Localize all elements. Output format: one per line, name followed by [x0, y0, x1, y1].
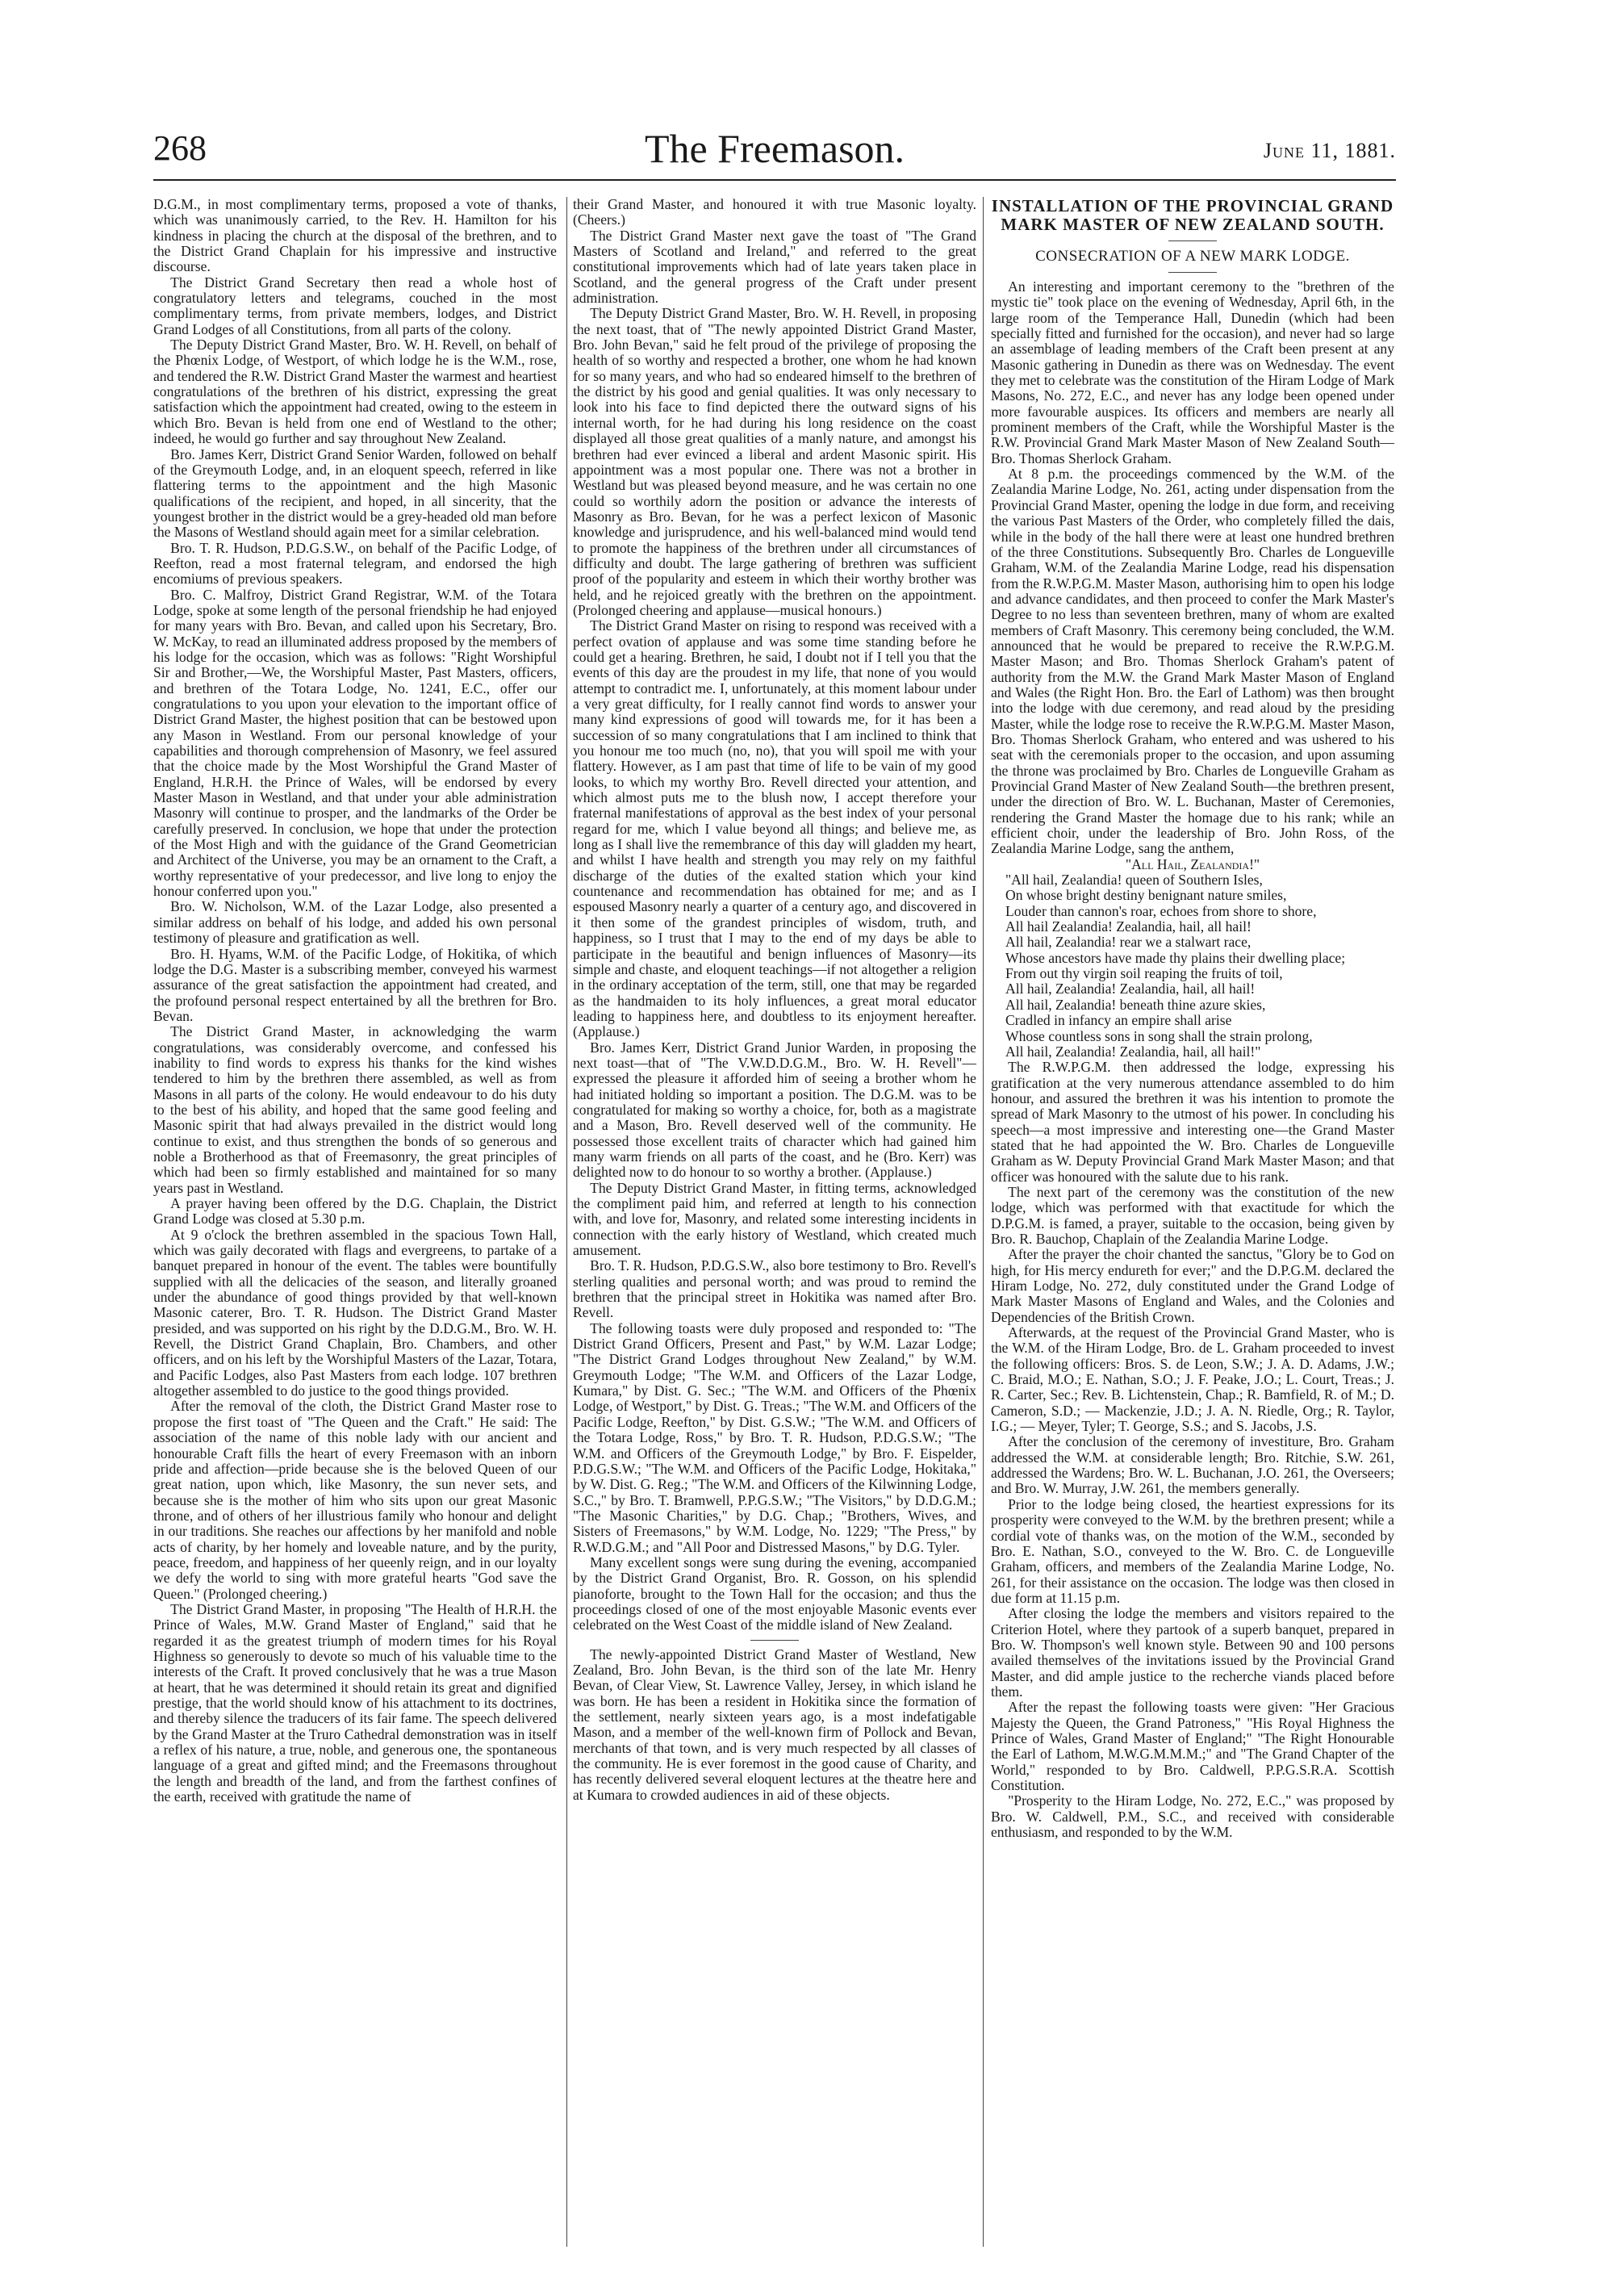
paragraph: Bro. James Kerr, District Grand Junior Warden, in proposing the next toast—that of "The V.W.D.D.G.M., Bro. W. H. Revell"—expressed the pleasure it afforded him of seeing a brother whom he had initiated holding so important a position. The D.G.M. was to be congratulated for making so worthy a choice, for, both as a magistrate and a Mason, Bro. Revell deserved well of the community. He possessed those excellent traits of character which had gained him many warm friends on all parts of the coast, and he (Bro. Kerr) was delighted now to do honour to so worthy a brother. (Applause.) [573, 1039, 976, 1181]
paragraph: After the removal of the cloth, the District Grand Master rose to propose the first toast of "The Queen and the Craft." He said: The association of the name of this noble lady with our ancient and honourable Craft fills the heart of every Freemason with an inborn pride and affection—pride because she is the beloved Queen of our great nation, upon which, like Masonry, the sun never sets, and because she is the mother of him who sits upon our great Masonic throne, and of others of her illustrious family who honour and delight in our traditions. She reaches our affections by her manifold and noble acts of charity, by her homely and loveable nature, and by the purity, peace, freedom, and happiness of her queenly reign, and in our loyalty we defy the world to sing with more grateful hearts "God save the Queen." (Prolonged cheering.) [153, 1398, 557, 1602]
paragraph: At 9 o'clock the brethren assembled in the spacious Town Hall, which was gaily decorated with flags and evergreens, to partake of a banquet prepared in honour of the event. The tables were bountifully supplied with all the delicacies of the season, and literally groaned under the abundance of good things provided by that well-known Masonic caterer, Bro. T. R. Hudson. The District Grand Master presided, and was supported on his right by the D.D.G.M., Bro. W. H. Revell, the District Grand Chaplain, Bro. Chambers, and other officers, and on his left by the Worshipful Masters of the Lazar, Totara, and Pacific Lodges, also Past Masters from each lodge. 107 brethren altogether assembled to do justice to the good things provided. [153, 1226, 557, 1399]
paragraph: The R.W.P.G.M. then addressed the lodge, expressing his gratification at the very numerous attendance assembled to do him honour, and assured the brethren it was his intention to promote the spread of Mark Masonry to the utmost of his power. In concluding his speech—a most impressive and interesting one—the Grand Master stated that he had appointed the W. Bro. Charles de Longueville Graham as W. Deputy Provincial Grand Mark Master Mason; and that officer was honoured with the salute due to his rank. [991, 1059, 1394, 1185]
paragraph: their Grand Master, and honoured it with true Masonic loyalty. (Cheers.) [573, 197, 976, 228]
article-title: INSTALLATION OF THE PROVINCIAL GRAND MARK MASTER OF NEW ZEALAND SOUTH. [991, 197, 1394, 234]
paragraph: A prayer having been offered by the D.G. Chaplain, the District Grand Lodge was closed at 5.30 p.m. [153, 1195, 557, 1227]
paragraph: After closing the lodge the members and visitors repaired to the Criterion Hotel, where they partook of a superb banquet, prepared in Bro. W. Thompson's well known style. Between 90 and 100 persons availed themselves of the invitations issued by the Provincial Grand Master, and did ample justice to the recherche viands placed before them. [991, 1605, 1394, 1700]
paragraph: Bro. W. Nicholson, W.M. of the Lazar Lodge, also presented a similar address on behalf of his lodge, and added his own personal testimony of pleasure and gratification as well. [153, 898, 557, 947]
column-divider [566, 197, 567, 2247]
paragraph: The District Grand Master on rising to respond was received with a perfect ovation of applause and was some time standing before he could get a hearing. Brethren, he said, I doubt not if I tell you that the events of this day are the proudest in my life, that none of you would attempt to contradict me. I, unfortunately, at this moment labour under a very great difficulty, for I really cannot find words to answer your many kind expressions of good will towards me, for it has been a succession of so many congratulations that I am inclined to think that you honour me too much (no, no), that you will spoil me with your flattery. However, as I am past that time of life to be vain of my good looks, to which my worthy Bro. Revell directed your attention, and which almost puts me to the blush now, I accept therefore your fraternal manifestations of approval as the best index of your personal regard for me, which I value beyond all things; and believe me, as long as I shall live the remembrance of this day will gladden my heart, and whilst I have health and strength you may rely on my faithful discharge of the duties of the exalted station which your kind countenance and recommendation has obtained for me; and as I espoused Masonry nearly a quarter of a century ago, and discovered in it then some of the grandest principles of wisdom, truth, and happiness, so I trust that I may to the end of my days be able to participate in the beautiful and benign influences of Masonry—its simple and chaste, and eloquent teachings—if not altogether a religion in the ordinary acceptation of the term, still, one that may be regarded as the handmaiden to its holy influences, a great moral educator leading to happiness here, and doubtless to its enjoyment hereafter. (Applause.) [573, 617, 976, 1040]
paragraph: The Deputy District Grand Master, Bro. W. H. Revell, on behalf of the Phœnix Lodge, of Westport, of which lodge he is the W.M., rose, and tendered the R.W. District Grand Master the warmest and heartiest congratulations of the brethren of his district, expressing the great satisfaction which the appointment had created, owing to the esteem in which Bro. Bevan is held from one end of Westland to the other; indeed, he would go further and say throughout New Zealand. [153, 337, 557, 447]
issue-date: June 11, 1881. [1263, 139, 1396, 162]
header-rule [153, 179, 1396, 181]
paragraph: After the repast the following toasts were given: "Her Gracious Majesty the Queen, the Grand Patroness," "His Royal Highness the Prince of Wales, Grand Master of England;" "The Right Honourable the Earl of Lathom, M.W.G.M.M.M.;" and "The Grand Chapter of the World," responded to by Bro. Caldwell, P.P.G.S.R.A. Scottish Constitution. [991, 1699, 1394, 1793]
paragraph: The Deputy District Grand Master, Bro. W. H. Revell, in proposing the next toast, that of "The newly appointed District Grand Master, Bro. John Bevan," said he felt proud of the privilege of proposing the health of so worthy and respected a brother, one whom he had known for so many years, and who had so endeared himself to the brethren of the district by his good and genial qualities. It was only necessary to look into his face to find depicted there the outward signs of his internal worth, for he had during his long residence on the coast displayed all those great qualities of a manly nature, and amongst his brethren had ever evinced a liberal and ardent Masonic spirit. His appointment was a most popular one. There was not a brother in Westland but was pleased beyond measure, and he was certain no one could so worthily adorn the position or advance the interests of Masonry as Bro. Bevan, for he was a perfect lexicon of Masonic knowledge and jurisprudence, and his well-balanced mind would tend to promote the happiness of the brethren under all circumstances of difficulty and doubt. The large gathering of brethren was sufficient proof of the popularity and esteem in which their worthy brother was held, and he rejoiced greatly with the brethren on the appointment. (Prolonged cheering and applause—musical honours.) [573, 305, 976, 618]
paragraph: An interesting and important ceremony to the "brethren of the mystic tie" took place on the evening of Wednesday, April 6th, in the large room of the Temperance Hall, Dunedin (which had been specially fitted and furnished for the occasion), and never had so large an assemblage of leading members of the Craft been present at any Masonic gathering in Dunedin as there was on Wednesday. The event they met to celebrate was the constitution of the Hiram Lodge of Mark Masons, No. 272, E.C., and never has any lodge been opened under more favourable auspices. Its officers and members are nearly all prominent members of the Craft, while the Worshipful Master is the R.W. Provincial Grand Mark Master Mason of New Zealand South—Bro. Thomas Sherlock Graham. [991, 278, 1394, 466]
anthem-title: "All Hail, Zealandia!" [1125, 855, 1260, 872]
paragraph: Bro. H. Hyams, W.M. of the Pacific Lodge, of Hokitika, of which lodge the D.G. Master is a subscribing member, conveyed his warmest assurance of the great satisfaction the appointment had created, and the profound personal respect entertained by all the brethren for Bro. Bevan. [153, 945, 557, 1024]
page-header [153, 128, 1396, 178]
paragraph: Bro. James Kerr, District Grand Senior Warden, followed on behalf of the Greymouth Lodge, and, in an eloquent speech, referred in like flattering terms to the appointment and the high Masonic qualifications of the recipient, and hoped, in all sincerity, that the youngest brother in the district would be a grey-headed old man before the Masons of Westland should again meet for a similar celebration. [153, 445, 557, 541]
paragraph: Many excellent songs were sung during the evening, accompanied by the District Grand Organist, Bro. R. Gosson, on his splendid pianoforte, brought to the Town Hall for the occasion; and thus the proceedings closed of one of the most enjoyable Masonic events ever celebrated on the West Coast of the middle island of New Zealand. [573, 1554, 976, 1633]
anthem-verse: "All hail, Zealandia! queen of Southern Isles, On whose bright destiny benignant nature smiles, Louder than cannon's roar, echoes from shore to shore, All hail Zealandia! Zealandia, hail, all hail! All hail, Zealandia! rear we a stalwart race, Whose ancestors have made thy plains their dwelling place; From out thy virgin soil reaping the fruits of toil, All hail, Zealandia! Zealandia, hail, all hail! All hail, Zealandia! beneath thine azure skies, Cradled in infancy an empire shall arise Whose countless sons in song shall the strain prolong, All hail, Zealandia! Zealandia, hail, all hail!" [1005, 872, 1346, 1060]
page-number: 268 [153, 128, 207, 168]
paragraph: The Deputy District Grand Master, in fitting terms, acknowledged the compliment paid him, and referred at length to his connection with, and love for, Masonry, and related some interesting incidents in connection with the early history of Westland, which created much amusement. [573, 1179, 976, 1259]
paragraph: Prior to the lodge being closed, the heartiest expressions for its prosperity were conveyed to the W.M. by the brethren present; while a cordial vote of thanks was, on the motion of the W.M., seconded by Bro. E. Nathan, S.O., conveyed to the W. Bro. C. de Longueville Graham, officers, and members of the Zealandia Marine Lodge, No. 261, for their assistance on the occasion. The lodge was then closed in due form at 11.15 p.m. [991, 1495, 1394, 1606]
paragraph: The next part of the ceremony was the constitution of the new lodge, which was performed with that exactitude for which the D.P.G.M. is famed, a prayer, suitable to the occasion, being given by Bro. R. Bauchop, Chaplain of the Zealandia Marine Lodge. [991, 1183, 1394, 1247]
paragraph: The District Grand Master next gave the toast of "The Grand Masters of Scotland and Ireland," and referred to the great constitutional improvements which had of late years taken place in Scotland, and the general progress of the Craft under present administration. [573, 227, 976, 307]
title-rule [1168, 240, 1217, 241]
column-divider [983, 197, 984, 2247]
column-2 [573, 197, 976, 2102]
paragraph: Bro. T. R. Hudson, P.D.G.S.W., on behalf of the Pacific Lodge, of Reefton, read a most fraternal telegram, and endorsed the high encomiums of previous speakers. [153, 539, 557, 588]
paragraph: After the prayer the choir chanted the sanctus, "Glory be to God on high, for His mercy endureth for ever;" and the D.P.G.M. declared the Hiram Lodge, No. 272, duly constituted under the Grand Lodge of Mark Master Masons of England and Wales, and the Colonies and Dependencies of the British Crown. [991, 1246, 1394, 1325]
paragraph: The District Grand Master, in proposing "The Health of H.R.H. the Prince of Wales, M.W. Grand Master of England," said that he regarded it as the greatest triumph of modern times for his Royal Highness so generously to devote so much of his valuable time to the interests of the Craft. It proved conclusively that he was a true Mason at heart, that he was determined it should retain its great and dignified prestige, that the world should know of his attachment to its doctrines, and thereby silence the traducers of its fair fame. The speech delivered by the Grand Master at the Truro Cathedral demonstration was in itself a reflex of his nature, a true, noble, and generous one, the spontaneous language of a great and gifted mind; and the Freemasons throughout the length and breadth of the land, and from the farthest confines of the earth, received with gratitude the name of [153, 1600, 557, 1805]
column-3 [991, 197, 1394, 1932]
article-subtitle: CONSECRATION OF A NEW MARK LODGE. [1035, 248, 1350, 265]
paragraph: The District Grand Master, in acknowledging the warm congratulations, was considerably overcome, and confessed his inability to find words to express his thanks for the kind wishes tendered to him by the brethren there assembled, as well as from Masons in all parts of the colony. He would endeavour to do his duty to the best of his ability, and hoped that the same good feeling and Masonic spirit that had always prevailed in the district would long continue to exist, and thus strengthen the bonds of so generous and noble a Brotherhood as that of Freemasonry, the great principles of which had been so firmly established and maintained for so many years past in Westland. [153, 1023, 557, 1196]
paragraph: After the conclusion of the ceremony of investiture, Bro. Graham addressed the W.M. at considerable length; Bro. Ritchie, S.W. 261, addressed the Wardens; Bro. W. L. Buchanan, J.O. 261, the Overseers; and Bro. W. Murray, J.W. 261, the members generally. [991, 1433, 1394, 1497]
paragraph: At 8 p.m. the proceedings commenced by the W.M. of the Zealandia Marine Lodge, No. 261, acting under dispensation from the Provincial Grand Master, opening the lodge in due form, and receiving the various Past Masters of the Order, who completely filled the dais, while in the body of the hall there were at least one hundred brethren of the three Constitutions. Subsequently Bro. Charles de Longueville Graham, W.M. of the Zealandia Marine Lodge, read his dispensation from the R.W.P.G.M. Master Mason, authorising him to open his lodge and advance candidates, and then proceed to confer the Mark Master's Degree to no less than seventeen brethren, many of whom are exalted members of Craft Masonry. This ceremony being concluded, the W.M. announced that he would be prepared to receive the R.W.P.G.M. Master Mason; and Bro. Thomas Sherlock Graham's patent of authority from the M.W. the Grand Mark Master Mason of England and Wales (the Right Hon. Bro. the Earl of Lathom) was then brought into the lodge with due ceremony, and read aloud by the presiding Master, while the lodge rose to receive the R.W.P.G.M. Master Mason, Bro. Thomas Sherlock Graham, who entered and was ushered to his seat with the ceremonials proper to the occasion, and upon assuming the throne was proclaimed by Bro. Charles de Longueville Graham as Provincial Grand Master of New Zealand South—the brethren present, under the direction of Bro. W. L. Buchanan, Master of Ceremonies, rendering the Grand Master the homage due to his rank; while an efficient choir, under the leadership of Bro. John Ross, of the Zealandia Marine Lodge, sang the anthem, [991, 466, 1394, 857]
subtitle-rule [1168, 272, 1217, 273]
paragraph: "Prosperity to the Hiram Lodge, No. 272, E.C.," was proposed by Bro. W. Caldwell, P.M., S.C., and received with considerable enthusiasm, and responded to by the W.M. [991, 1792, 1394, 1841]
masthead-title: The Freemason. [644, 126, 905, 171]
paragraph: The following toasts were duly proposed and responded to: "The District Grand Officers, Present and Past," by W.M. Lazar Lodge; "The District Grand Lodges throughout New Zealand," by W.M. Greymouth Lodge; "The W.M. and Officers of the Lazar Lodge, Kumara," by Dist. G. Sec.; "The W.M. and Officers of the Phœnix Lodge, of Westport," by Dist. G. Treas.; "The W.M. and Officers of the Pacific Lodge, Reefton," by Dist. G.S.W.; "The W.M. and Officers of the Totara Lodge, Ross," by Bro. T. R. Hudson, P.D.G.S.W.; "The W.M. and Officers of the Greymouth Lodge," by Bro. F. Eispelder, P.D.G.S.W.; "The W.M. and Officers of the Pacific Lodge, Hokitaka," by W. Dist. G. Reg.; "The W.M. and Officers of the Kilwinning Lodge, S.C.," by Bro. T. Bramwell, P.P.G.S.W.; "The Visitors," by D.D.G.M.; "The Masonic Charities," by D.G. Chap.; "Brothers, Wives, and Sisters of Freemasons," by W.M. Lodge, No. 1229; "The Press," by R.W.D.G.M.; and "All Poor and Distressed Masons," by D.G. Tyler. [573, 1319, 976, 1555]
paragraph: D.G.M., in most complimentary terms, proposed a vote of thanks, which was unanimously carried, to the Rev. H. Hamilton for his kindness in placing the church at the disposal of the brethren, and to the District Grand Chaplain for his impressive and instructive discourse. [153, 197, 557, 275]
paragraph: Bro. T. R. Hudson, P.D.G.S.W., also bore testimony to Bro. Revell's sterling qualities and personal worth; and was proud to remind the brethren that the principal street in Hokitika was named after Bro. Revell. [573, 1257, 976, 1321]
column-1 [153, 197, 557, 2271]
paragraph: The District Grand Secretary then read a whole host of congratulatory letters and telegrams, couched in the most complimentary terms, from private members, lodges, and District Grand Lodges of all Constitutions, from all parts of the colony. [153, 274, 557, 337]
section-rule [750, 1640, 799, 1641]
paragraph: The newly-appointed District Grand Master of Westland, New Zealand, Bro. John Bevan, is the third son of the late Mr. Henry Bevan, of Clear View, St. Lawrence Valley, Jersey, in which island he was born. He has been a resident in Hokitika since the formation of the settlement, nearly sixteen years ago, is a most indefatigable Mason, and a member of the well-known firm of Pollock and Bevan, merchants of that town, and is very much respected by all classes of the community. He is ever foremost in the good cause of Charity, and has recently delivered several eloquent lectures at the theatre here and at Kumara to crowded audiences in aid of these objects. [573, 1646, 976, 1803]
paragraph: Bro. C. Malfroy, District Grand Registrar, W.M. of the Totara Lodge, spoke at some length of the personal friendship he had enjoyed for many years with Bro. Bevan, and called upon his Secretary, Bro. W. McKay, to read an illuminated address proposed by the members of his lodge for the occasion, which was as follows: "Right Worshipful Sir and Brother,—We, the Worshipful Master, Past Masters, officers, and brethren of the Totara Lodge, No. 1241, E.C., offer our congratulations to you upon your elevation to the important office of District Grand Master, the highest position that can be bestowed upon any Mason in Westland. From our personal knowledge of your capabilities and thorough comprehension of Masonry, we feel assured that the choice made by the Most Worshipful the Grand Master of England, H.R.H. the Prince of Wales, will be endorsed by every Master Mason in Westland, and that under your able administration Masonry will continue to prosper, and the landmarks of the Order be carefully preserved. In conclusion, we hope that under the protection of the Most High and with the guidance of the Grand Geometrician and Architect of the Universe, you may be an ornament to the Craft, a worthy representative of your predecessor, and live long to enjoy the honour conferred upon you." [153, 586, 557, 900]
paragraph: Afterwards, at the request of the Provincial Grand Master, who is the W.M. of the Hiram Lodge, Bro. de L. Graham proceeded to invest the following officers: Bros. S. de Leon, S.W.; J. A. D. Adams, J.W.; C. Braid, M.O.; E. Nathan, S.O.; J. F. Peake, J.O.; L. Court, Treas.; J. R. Carter, Sec.; Rev. B. Lichtenstein, Chap.; R. Bamfield, R. of M.; D. Cameron, S.D.; — Mackenzie, J.D.; J. A. N. Riedle, Org.; R. Taylor, I.G.; — Meyer, Tyler; T. George, S.S.; and S. Jacobs, J.S. [991, 1324, 1394, 1435]
